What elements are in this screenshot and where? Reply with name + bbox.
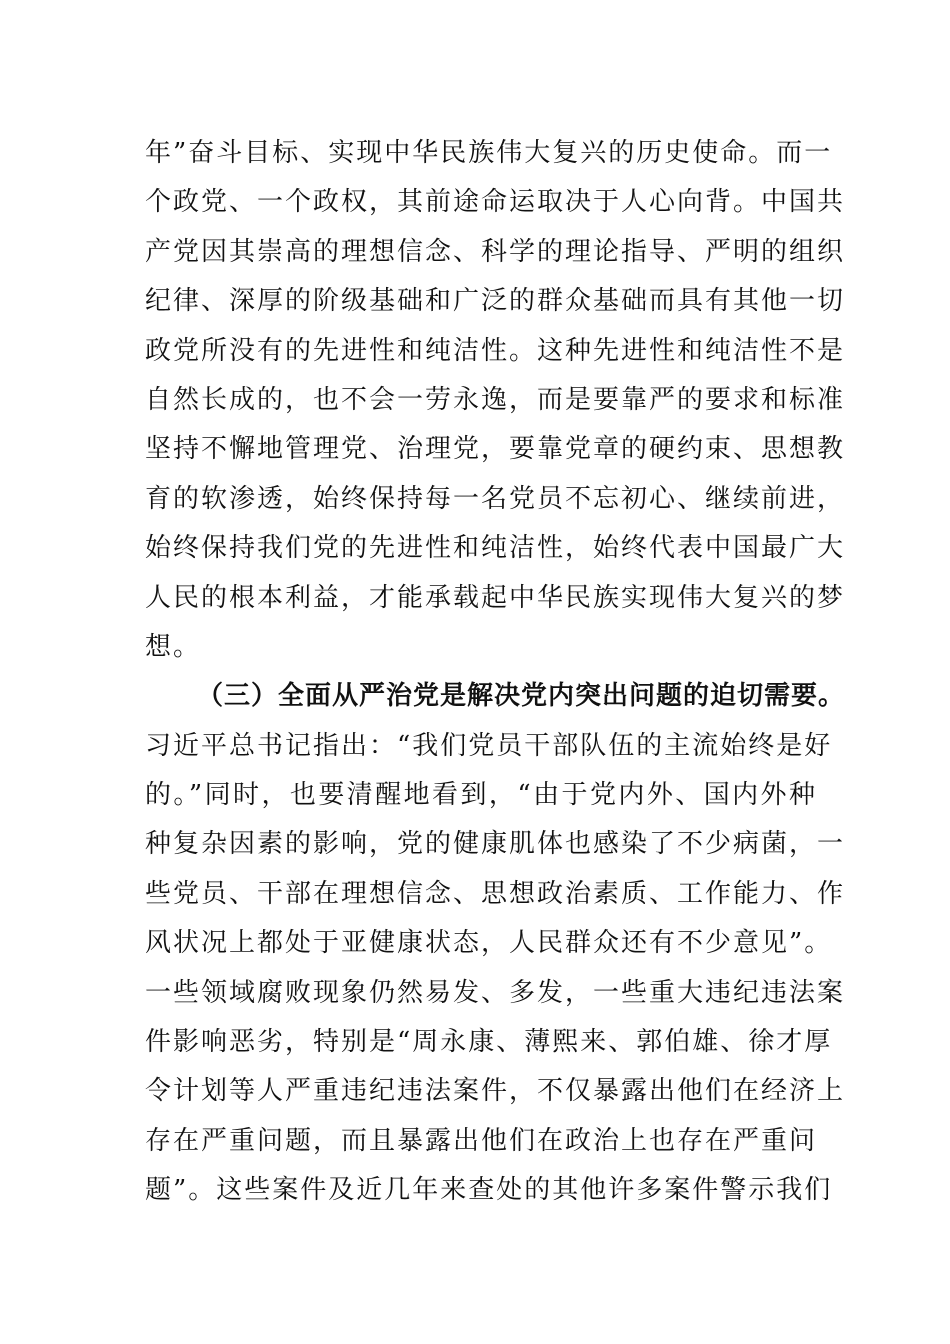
text-line: 年”奋斗目标、实现中华民族伟大复兴的历史使命。而一	[145, 138, 833, 168]
text-line: 坚持不懈地管理党、治理党，要靠党章的硬约束、思想教	[145, 434, 846, 465]
paragraph-continued	[145, 129, 846, 672]
text-line: 题”。这些案件及近几年来查处的其他许多案件警示我们	[145, 1175, 833, 1206]
section-3	[145, 672, 846, 1215]
text-line: 种复杂因素的影响，党的健康肌体也感染了不少病菌，一	[145, 829, 846, 860]
text-line: 些党员、干部在理想信念、思想政治素质、工作能力、作	[145, 878, 846, 909]
text-line: 存在严重问题，而且暴露出他们在政治上也存在严重问	[145, 1125, 818, 1156]
text-line: 始终保持我们党的先进性和纯洁性，始终代表中国最广大	[145, 533, 846, 564]
text-line: 纪律、深厚的阶级基础和广泛的群众基础而具有其他一切	[145, 286, 846, 317]
text-line: 件影响恶劣，特别是“周永康、薄熙来、郭伯雄、徐才厚	[145, 1027, 833, 1058]
text-line: 的。”同时，也要清醒地看到，“由于党内外、国内外种	[145, 780, 817, 811]
text-line: 一些领域腐败现象仍然易发、多发，一些重大违纪违法案	[145, 977, 846, 1008]
section-heading: （三）全面从严治党是解决党内突出问题的迫切需要。	[197, 681, 846, 712]
text-line: 令计划等人严重违纪违法案件，不仅暴露出他们在经济上	[145, 1076, 846, 1107]
text-line: 风状况上都处于亚健康状态，人民群众还有不少意见”。	[145, 928, 833, 959]
text-line: 政党所没有的先进性和纯洁性。这种先进性和纯洁性不是	[145, 335, 846, 366]
text-line: 想。	[145, 631, 202, 662]
text-line: 育的软渗透，始终保持每一名党员不忘初心、继续前进，	[145, 483, 846, 514]
text-line: 自然长成的，也不会一劳永逸，而是要靠严的要求和标准	[145, 384, 846, 415]
text-line: 个政党、一个政权，其前途命运取决于人心向背。中国共	[145, 187, 846, 218]
text-line: 习近平总书记指出：“我们党员干部队伍的主流始终是好	[145, 730, 833, 761]
text-line: 产党因其崇高的理想信念、科学的理论指导、严明的组织	[145, 236, 846, 267]
text-line: 人民的根本利益，才能承载起中华民族实现伟大复兴的梦	[145, 582, 846, 613]
body-text	[145, 129, 846, 1216]
